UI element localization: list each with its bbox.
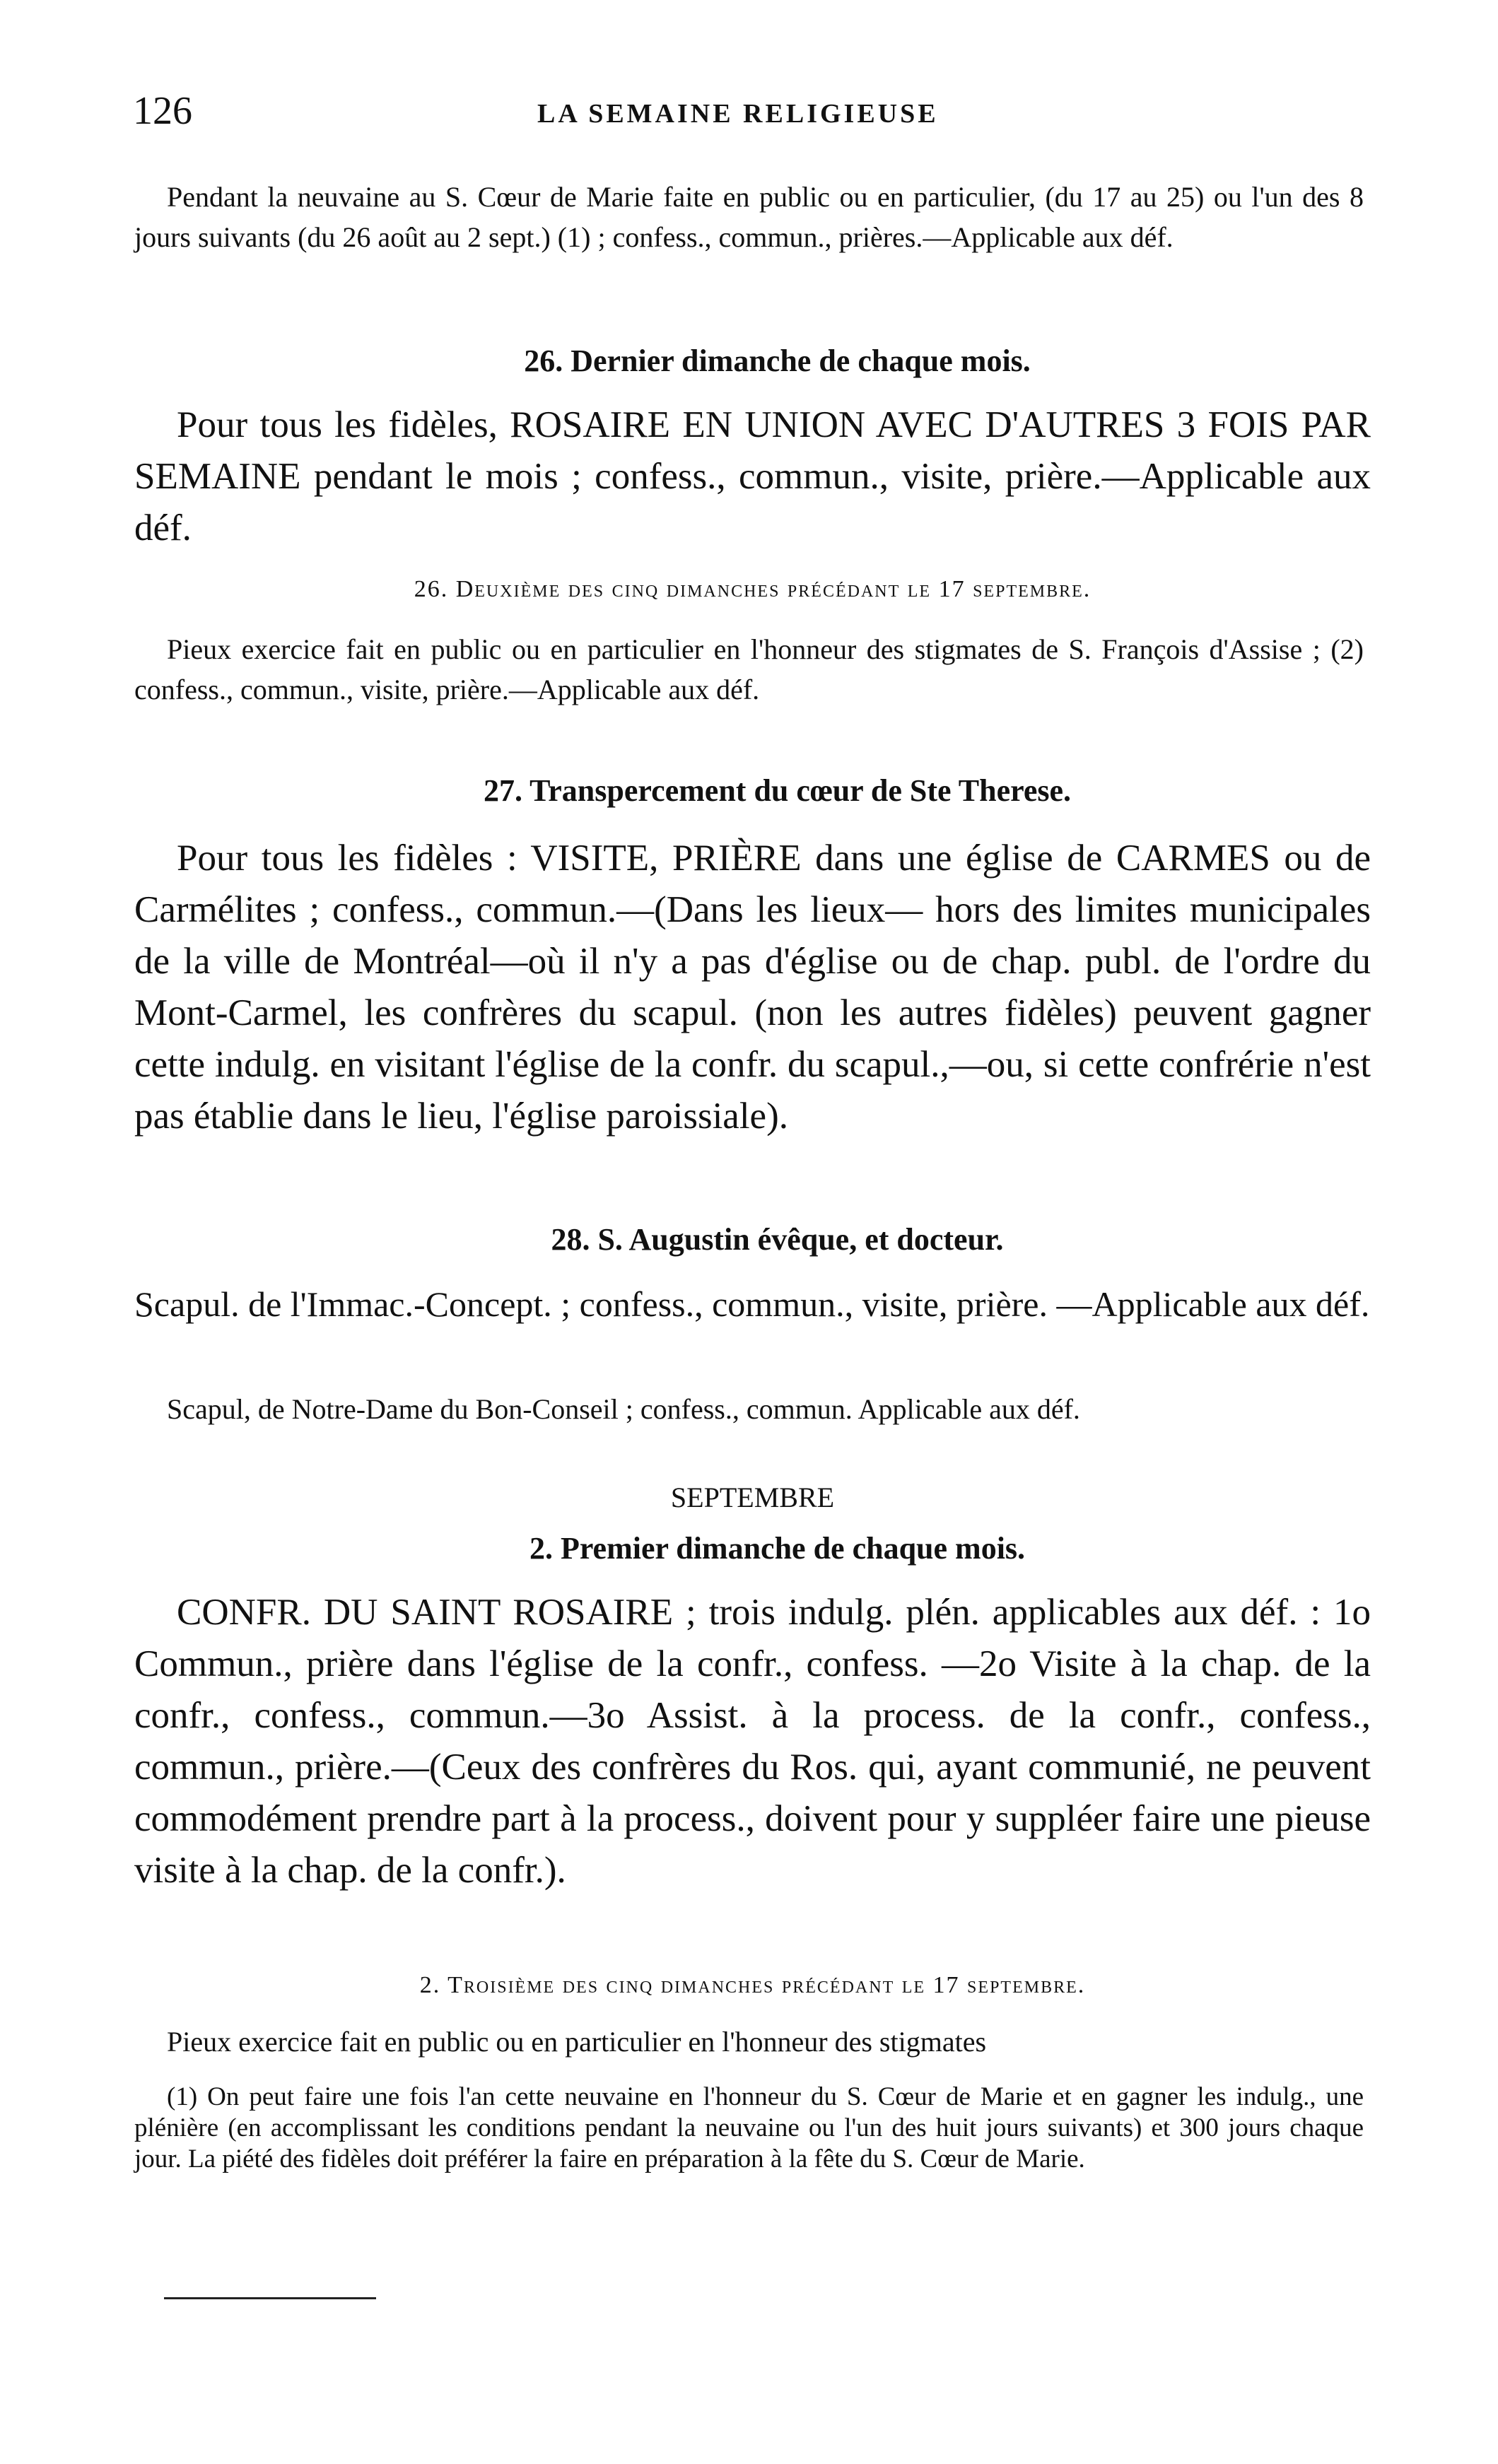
text-block-7: [0, 1587, 1498, 1896]
section-subheading: 26. Deuxième des cinq dimanches précédant le 17 septembre.: [414, 576, 1092, 602]
paragraph: Pendant la neuvaine au S. Cœur de Marie faite en public ou en particulier, (du 17 au 25) ou l'un des 8 jours suivants (du 26 août au 2 sept.) (1) ; confess., commun., prières.—Applicable aux déf.: [134, 181, 1364, 253]
section-2: [0, 1530, 1498, 1566]
text-block-2: [0, 399, 1498, 554]
footnote: (1) On peut faire une fois l'an cette neuvaine en l'honneur du S. Cœur de Marie et en gagner les indulg., une plénière (en accomplissant les conditions pendant la neuvaine ou l'un des huit jours suivants) et 300 jours chaque jour. La piété des fidèles doit préférer la faire en préparation à la fête du S. Cœur de Marie.: [134, 2082, 1364, 2173]
section-heading: 28. S. Augustin évêque, et docteur.: [551, 1222, 1004, 1257]
text-block-3: [0, 629, 1498, 710]
month-heading: [0, 1481, 1498, 1514]
section-26b: [0, 576, 1498, 603]
paragraph: Pour tous les fidèles, ROSAIRE EN UNION AVEC D'AUTRES 3 FOIS PAR SEMAINE pendant le mois ; confess., commun., visite, prière.—Applicable aux déf.: [134, 404, 1371, 548]
section-2b: [0, 1972, 1498, 1999]
month-title: SEPTEMBRE: [670, 1482, 835, 1513]
page-header: [0, 88, 1498, 145]
footnote-block: [0, 2082, 1498, 2175]
paragraph: Pieux exercice fait en public ou en particulier en l'honneur des stigmates de S. François d'Assise ; (2) confess., commun., visite, prière.—Applicable aux déf.: [134, 633, 1364, 705]
paragraph: CONFR. DU SAINT ROSAIRE ; trois indulg. plén. applicables aux déf. : 1o Commun., prière dans l'église de la confr., confess. —2o Visite à la chap. de la confr., confess., commun.—3o Assist. à la process. de la confr., confess., commun., prière.—(Ceux des confrères du Ros. qui, ayant communié, ne peuvent commodément prendre part à la process., doivent pour y suppléer faire une pieuse visite à la chap. de la confr.).: [134, 1592, 1371, 1891]
running-title: LA SEMAINE RELIGIEUSE: [537, 99, 939, 129]
paragraph: Pieux exercice fait en public ou en particulier en l'honneur des stigmates: [167, 2026, 987, 2058]
page-number: 126: [133, 89, 192, 133]
section-subheading: 2. Troisième des cinq dimanches précédant le 17 septembre.: [419, 1972, 1086, 1998]
paragraph: Scapul, de Notre-Dame du Bon-Conseil ; confess., commun. Applicable aux déf.: [167, 1393, 1080, 1425]
section-28: [0, 1221, 1498, 1257]
text-block-6: [0, 1389, 1498, 1429]
section-27: [0, 773, 1498, 809]
text-block-4: [0, 833, 1498, 1142]
section-26a: [0, 343, 1498, 379]
section-heading: 2. Premier dimanche de chaque mois.: [529, 1531, 1026, 1566]
section-heading: 26. Dernier dimanche de chaque mois.: [524, 344, 1031, 378]
text-block-8: [0, 2022, 1498, 2062]
paragraph: Pour tous les fidèles : VISITE, PRIÈRE dans une église de CARMES ou de Carmélites ; confess., commun.—(Dans les lieux— hors des limites municipales de la ville de Montréal—où il n'y a pas d'église ou de chap. publ. de l'ordre du Mont-Carmel, les confrères du scapul. (non les autres fidèles) peuvent gagner cette indulg. en visitant l'église de la confr. du scapul.,—ou, si cette confrérie n'est pas établie dans le lieu, l'église paroissiale).: [134, 838, 1371, 1137]
section-heading: 27. Transpercement du cœur de Ste Therese.: [483, 773, 1072, 808]
paragraph: Scapul. de l'Immac.-Concept. ; confess., commun., visite, prière. —Applicable aux déf.: [134, 1284, 1370, 1324]
text-block-1: [0, 177, 1498, 257]
footnote-rule: [164, 2297, 376, 2299]
text-block-5: [0, 1279, 1498, 1329]
